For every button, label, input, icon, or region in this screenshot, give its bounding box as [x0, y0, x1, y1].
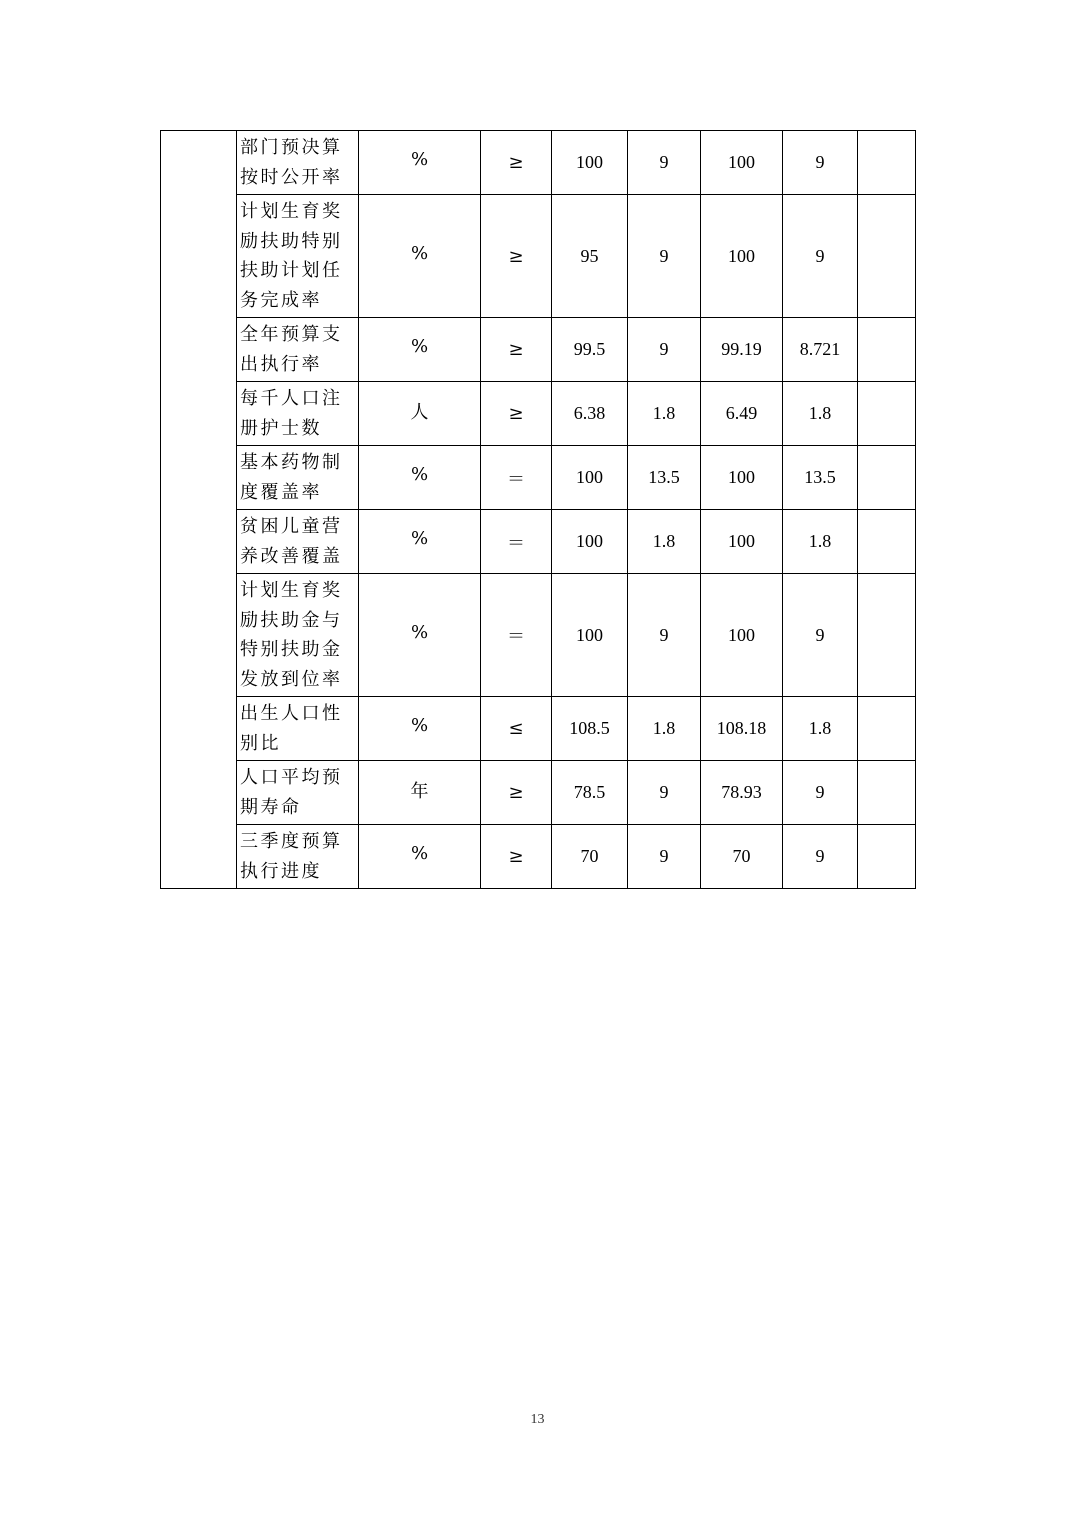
- operator-cell: ＝: [481, 510, 552, 574]
- actual-value-cell: 100: [701, 510, 783, 574]
- actual-value-cell: 99.19: [701, 318, 783, 382]
- score-cell: 8.721: [783, 318, 858, 382]
- unit-cell: [359, 825, 481, 889]
- actual-value-cell: 70: [701, 825, 783, 889]
- actual-value-cell: 6.49: [701, 382, 783, 446]
- unit-text: %: [410, 528, 429, 549]
- target-value-cell: 6.38: [552, 382, 628, 446]
- weight-cell: 9: [628, 825, 701, 889]
- weight-cell: 1.8: [628, 697, 701, 761]
- indicator-name-cell: 出生人口性别比: [237, 697, 359, 761]
- note-cell: [858, 510, 916, 574]
- operator-cell: ≤: [481, 697, 552, 761]
- score-cell: 9: [783, 195, 858, 318]
- unit-cell: [359, 574, 481, 697]
- operator-cell: ≥: [481, 131, 552, 195]
- operator-cell: ≥: [481, 761, 552, 825]
- target-value-cell: 99.5: [552, 318, 628, 382]
- unit-text: %: [410, 242, 429, 264]
- target-value-cell: 100: [552, 574, 628, 697]
- table-row: [161, 382, 916, 446]
- actual-value-cell: 100: [701, 131, 783, 195]
- operator-cell: ≥: [481, 318, 552, 382]
- note-cell: [858, 318, 916, 382]
- target-value-cell: 78.5: [552, 761, 628, 825]
- table-row: [161, 131, 916, 195]
- operator-cell: ≥: [481, 825, 552, 889]
- score-cell: 9: [783, 574, 858, 697]
- unit-cell: [359, 382, 481, 446]
- unit-cell: [359, 195, 481, 318]
- target-value-cell: 108.5: [552, 697, 628, 761]
- unit-cell: [359, 761, 481, 825]
- unit-text: %: [410, 843, 429, 864]
- weight-cell: 9: [628, 131, 701, 195]
- table-row: [161, 318, 916, 382]
- weight-cell: 9: [628, 574, 701, 697]
- actual-value-cell: 108.18: [701, 697, 783, 761]
- weight-cell: 13.5: [628, 446, 701, 510]
- indicator-name-cell: 计划生育奖励扶助金与特别扶助金发放到位率: [237, 574, 359, 697]
- target-value-cell: 100: [552, 510, 628, 574]
- actual-value-cell: 100: [701, 574, 783, 697]
- operator-cell: ＝: [481, 446, 552, 510]
- table-row: [161, 761, 916, 825]
- unit-cell: [359, 446, 481, 510]
- table-row: [161, 195, 916, 318]
- weight-cell: 1.8: [628, 510, 701, 574]
- note-cell: [858, 697, 916, 761]
- indicator-name-cell: 贫困儿童营养改善覆盖: [237, 510, 359, 574]
- table-row: [161, 697, 916, 761]
- target-value-cell: 100: [552, 131, 628, 195]
- unit-text: %: [410, 464, 429, 485]
- weight-cell: 9: [628, 318, 701, 382]
- weight-cell: 9: [628, 761, 701, 825]
- note-cell: [858, 382, 916, 446]
- score-cell: 9: [783, 761, 858, 825]
- unit-text: %: [410, 621, 429, 643]
- unit-cell: [359, 697, 481, 761]
- operator-cell: ≥: [481, 382, 552, 446]
- table-row: [161, 574, 916, 697]
- indicator-name-cell: 基本药物制度覆盖率: [237, 446, 359, 510]
- target-value-cell: 95: [552, 195, 628, 318]
- note-cell: [858, 131, 916, 195]
- table-row: [161, 510, 916, 574]
- unit-cell: [359, 131, 481, 195]
- operator-cell: ≥: [481, 195, 552, 318]
- target-value-cell: 100: [552, 446, 628, 510]
- table-row: [161, 446, 916, 510]
- weight-cell: 1.8: [628, 382, 701, 446]
- score-cell: 1.8: [783, 382, 858, 446]
- unit-cell: [359, 510, 481, 574]
- score-cell: 1.8: [783, 510, 858, 574]
- note-cell: [858, 825, 916, 889]
- table-row: [161, 825, 916, 889]
- indicator-name-cell: 计划生育奖励扶助特别扶助计划任务完成率: [237, 195, 359, 318]
- indicator-name-cell: 每千人口注册护士数: [237, 382, 359, 446]
- indicator-name-cell: 三季度预算执行进度: [237, 825, 359, 889]
- unit-cell: [359, 318, 481, 382]
- unit-text: 年: [410, 780, 429, 802]
- score-cell: 9: [783, 131, 858, 195]
- unit-text: %: [410, 149, 429, 170]
- unit-text: 人: [410, 401, 429, 423]
- category-merged-cell: [161, 131, 237, 889]
- indicator-name-cell: 部门预决算按时公开率: [237, 131, 359, 195]
- score-cell: 1.8: [783, 697, 858, 761]
- indicator-name-cell: 人口平均预期寿命: [237, 761, 359, 825]
- actual-value-cell: 100: [701, 446, 783, 510]
- weight-cell: 9: [628, 195, 701, 318]
- unit-text: %: [410, 336, 429, 357]
- note-cell: [858, 574, 916, 697]
- indicator-name-cell: 全年预算支出执行率: [237, 318, 359, 382]
- note-cell: [858, 446, 916, 510]
- score-cell: 13.5: [783, 446, 858, 510]
- actual-value-cell: 78.93: [701, 761, 783, 825]
- target-value-cell: 70: [552, 825, 628, 889]
- note-cell: [858, 195, 916, 318]
- unit-text: %: [410, 715, 429, 736]
- page-number: 13: [530, 1412, 545, 1427]
- performance-indicator-table: [160, 130, 916, 889]
- note-cell: [858, 761, 916, 825]
- operator-cell: ＝: [481, 574, 552, 697]
- score-cell: 9: [783, 825, 858, 889]
- actual-value-cell: 100: [701, 195, 783, 318]
